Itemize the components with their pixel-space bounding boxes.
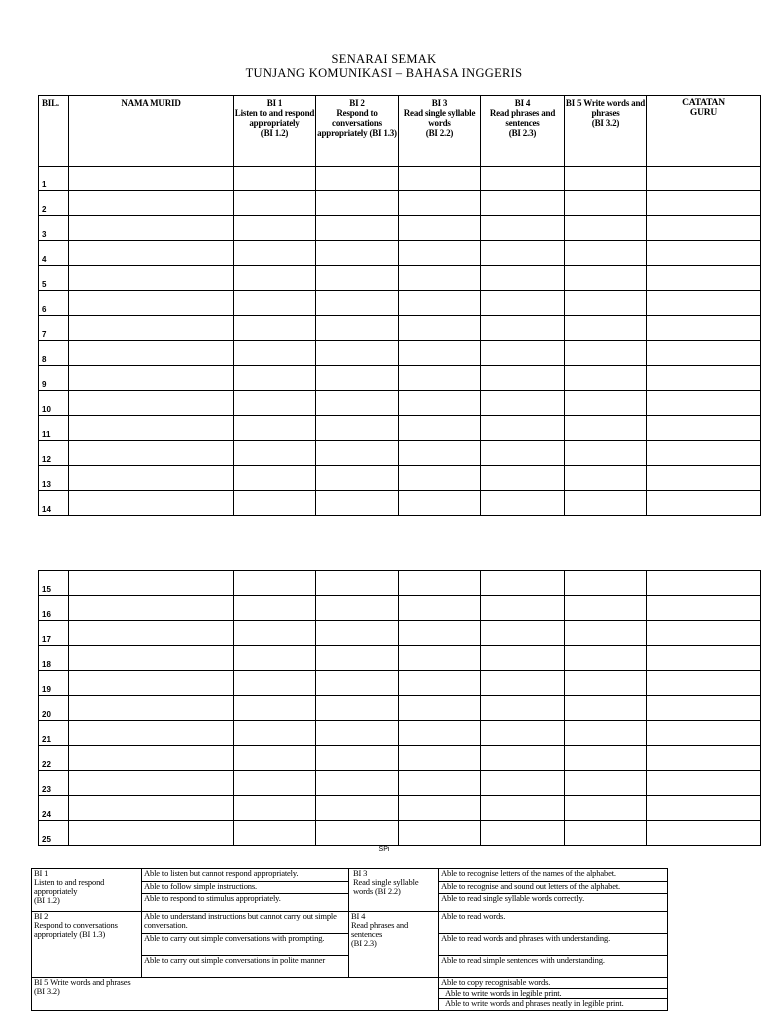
bi4-cell[interactable]	[481, 821, 565, 846]
catatan-cell[interactable]	[647, 646, 761, 671]
bi4-cell[interactable]	[481, 366, 565, 391]
table-row	[39, 391, 761, 416]
nama-cell[interactable]	[69, 191, 234, 216]
col-header-bi5: BI 5 Write words and phrases (BI 3.2)	[565, 96, 647, 167]
catatan-cell[interactable]	[647, 821, 761, 846]
bi1-cell[interactable]	[234, 596, 316, 621]
row-number: 9	[39, 366, 69, 391]
bi4-cell[interactable]	[481, 266, 565, 291]
bi3-cell[interactable]	[399, 696, 481, 721]
table-row	[39, 671, 761, 696]
bi4-cell[interactable]	[481, 341, 565, 366]
bi2-cell[interactable]	[316, 316, 399, 341]
bi2-cell[interactable]	[316, 721, 399, 746]
row-number: 21	[39, 721, 69, 746]
table-row	[39, 366, 761, 391]
catatan-cell[interactable]	[647, 366, 761, 391]
bi2-cell[interactable]	[316, 621, 399, 646]
catatan-cell[interactable]	[647, 746, 761, 771]
bi5-cell[interactable]	[565, 646, 647, 671]
row-number: 25	[39, 821, 69, 846]
bi3-cell[interactable]	[399, 167, 481, 191]
col-header-nama: NAMA MURID	[69, 96, 234, 167]
row-number: 1	[39, 167, 69, 191]
table-row	[39, 441, 761, 466]
nama-cell[interactable]	[69, 466, 234, 491]
bi4-cell[interactable]	[481, 571, 565, 596]
row-number: 18	[39, 646, 69, 671]
legend-bi5-level2: Able to write words in legible print.	[439, 989, 668, 999]
bi4-cell[interactable]	[481, 721, 565, 746]
table-row	[39, 646, 761, 671]
table-row	[39, 696, 761, 721]
bi2-cell[interactable]	[316, 466, 399, 491]
col-header-catatan: CATATAN GURU	[647, 96, 761, 167]
nama-cell[interactable]	[69, 416, 234, 441]
row-number: 24	[39, 796, 69, 821]
row-number: 11	[39, 416, 69, 441]
nama-cell[interactable]	[69, 571, 234, 596]
nama-cell[interactable]	[69, 291, 234, 316]
legend-bi3-level1: Able to recognise letters of the names of the alphabet.	[439, 869, 668, 882]
legend-bi2-title: BI 2 Respond to conversations appropriately (BI 1.3)	[32, 912, 142, 978]
catatan-cell[interactable]	[647, 241, 761, 266]
bi1-cell[interactable]	[234, 167, 316, 191]
bi3-cell[interactable]	[399, 646, 481, 671]
page-subtitle: TUNJANG KOMUNIKASI – BAHASA INGGERIS	[245, 66, 523, 80]
nama-cell[interactable]	[69, 266, 234, 291]
table-row	[39, 416, 761, 441]
bi3-cell[interactable]	[399, 441, 481, 466]
nama-cell[interactable]	[69, 167, 234, 191]
page-title: SENARAI SEMAK	[331, 52, 437, 66]
bi3-cell[interactable]	[399, 771, 481, 796]
nama-cell[interactable]	[69, 646, 234, 671]
nama-cell[interactable]	[69, 621, 234, 646]
legend-bi5-level1: Able to copy recognisable words.	[439, 978, 668, 989]
table-row	[39, 746, 761, 771]
nama-cell[interactable]	[69, 391, 234, 416]
col-header-bi3: BI 3 Read single syllable words (BI 2.2)	[399, 96, 481, 167]
legend-bi2-level2: Able to carry out simple conversations with prompting.	[142, 934, 349, 956]
bi3-cell[interactable]	[399, 596, 481, 621]
bi5-cell[interactable]	[565, 721, 647, 746]
bi1-cell[interactable]	[234, 341, 316, 366]
bi5-cell[interactable]	[565, 191, 647, 216]
row-number: 8	[39, 341, 69, 366]
bi5-cell[interactable]	[565, 621, 647, 646]
catatan-cell[interactable]	[647, 796, 761, 821]
row-number: 22	[39, 746, 69, 771]
legend-bi5-level3: Able to write words and phrases neatly in legible print.	[439, 999, 668, 1011]
bi4-cell[interactable]	[481, 216, 565, 241]
table-row	[39, 466, 761, 491]
bi1-cell[interactable]	[234, 621, 316, 646]
bi2-cell[interactable]	[316, 391, 399, 416]
nama-cell[interactable]	[69, 671, 234, 696]
bi1-cell[interactable]	[234, 571, 316, 596]
bi5-cell[interactable]	[565, 491, 647, 516]
bi1-cell[interactable]	[234, 391, 316, 416]
bi5-cell[interactable]	[565, 671, 647, 696]
legend-bi2-level3: Able to carry out simple conversations in polite manner	[142, 956, 349, 978]
row-number: 10	[39, 391, 69, 416]
bi5-cell[interactable]	[565, 416, 647, 441]
legend-bi5-title: BI 5 Write words and phrases (BI 3.2)	[32, 978, 439, 1011]
bi2-cell[interactable]	[316, 771, 399, 796]
legend-bi3-level2: Able to recognise and sound out letters of the alphabet.	[439, 882, 668, 894]
table-row	[39, 771, 761, 796]
bi4-cell[interactable]	[481, 441, 565, 466]
bi3-cell[interactable]	[399, 216, 481, 241]
bi4-cell[interactable]	[481, 191, 565, 216]
table-row	[39, 596, 761, 621]
bi3-cell[interactable]	[399, 191, 481, 216]
legend-bi2-level1: Able to understand instructions but cannot carry out simple conversation.	[142, 912, 349, 934]
catatan-cell[interactable]	[647, 291, 761, 316]
bi5-cell[interactable]	[565, 466, 647, 491]
catatan-cell[interactable]	[647, 167, 761, 191]
bi2-cell[interactable]	[316, 646, 399, 671]
table-row	[39, 621, 761, 646]
bi4-cell[interactable]	[481, 241, 565, 266]
bi2-cell[interactable]	[316, 571, 399, 596]
legend-bi1-level3: Able to respond to stimulus appropriately.	[142, 894, 349, 912]
bi2-cell[interactable]	[316, 167, 399, 191]
nama-cell[interactable]	[69, 366, 234, 391]
bi2-cell[interactable]	[316, 796, 399, 821]
bi4-cell[interactable]	[481, 316, 565, 341]
bi3-cell[interactable]	[399, 746, 481, 771]
row-number: 2	[39, 191, 69, 216]
bi3-cell[interactable]	[399, 366, 481, 391]
bi5-cell[interactable]	[565, 441, 647, 466]
row-number: 3	[39, 216, 69, 241]
row-number: 6	[39, 291, 69, 316]
nama-cell[interactable]	[69, 596, 234, 621]
bi5-cell[interactable]	[565, 821, 647, 846]
catatan-cell[interactable]	[647, 621, 761, 646]
bi1-cell[interactable]	[234, 416, 316, 441]
col-header-bi4: BI 4 Read phrases and sentences (BI 2.3)	[481, 96, 565, 167]
bi4-cell[interactable]	[481, 671, 565, 696]
nama-cell[interactable]	[69, 771, 234, 796]
table-row	[39, 216, 761, 241]
bi2-cell[interactable]	[316, 366, 399, 391]
bi4-cell[interactable]	[481, 391, 565, 416]
bi1-cell[interactable]	[234, 266, 316, 291]
catatan-cell[interactable]	[647, 721, 761, 746]
catatan-cell[interactable]	[647, 216, 761, 241]
checklist-table-part2	[38, 570, 761, 846]
bi5-cell[interactable]	[565, 366, 647, 391]
catatan-cell[interactable]	[647, 416, 761, 441]
bi5-cell[interactable]	[565, 167, 647, 191]
catatan-cell[interactable]	[647, 391, 761, 416]
bi3-cell[interactable]	[399, 491, 481, 516]
row-number: 20	[39, 696, 69, 721]
catatan-cell[interactable]	[647, 491, 761, 516]
bi2-cell[interactable]	[316, 491, 399, 516]
nama-cell[interactable]	[69, 491, 234, 516]
bi1-cell[interactable]	[234, 466, 316, 491]
catatan-cell[interactable]	[647, 671, 761, 696]
bi3-cell[interactable]	[399, 241, 481, 266]
bi5-cell[interactable]	[565, 341, 647, 366]
bi1-cell[interactable]	[234, 241, 316, 266]
bi2-cell[interactable]	[316, 216, 399, 241]
bi3-cell[interactable]	[399, 416, 481, 441]
bi3-cell[interactable]	[399, 341, 481, 366]
bi2-cell[interactable]	[316, 341, 399, 366]
bi3-cell[interactable]	[399, 391, 481, 416]
bi2-cell[interactable]	[316, 671, 399, 696]
table-row	[39, 821, 761, 846]
catatan-cell[interactable]	[647, 571, 761, 596]
row-number: 16	[39, 596, 69, 621]
bi1-cell[interactable]	[234, 441, 316, 466]
col-header-bil: BIL.	[39, 96, 69, 167]
bi5-cell[interactable]	[565, 571, 647, 596]
bi2-cell[interactable]	[316, 441, 399, 466]
legend-bi4-title: BI 4 Read phrases and sentences (BI 2.3)	[349, 912, 439, 978]
bi4-cell[interactable]	[481, 466, 565, 491]
legend-table	[31, 868, 668, 1011]
bi4-cell[interactable]	[481, 491, 565, 516]
col-header-bi1: BI 1 Listen to and respond appropriately (BI 1.2)	[234, 96, 316, 167]
nama-cell[interactable]	[69, 341, 234, 366]
catatan-cell[interactable]	[647, 316, 761, 341]
bi4-cell[interactable]	[481, 696, 565, 721]
nama-cell[interactable]	[69, 746, 234, 771]
col-header-bi2: BI 2 Respond to conversations appropriately (BI 1.3)	[316, 96, 399, 167]
bi1-cell[interactable]	[234, 291, 316, 316]
nama-cell[interactable]	[69, 241, 234, 266]
bi4-cell[interactable]	[481, 746, 565, 771]
catatan-cell[interactable]	[647, 596, 761, 621]
bi5-cell[interactable]	[565, 291, 647, 316]
bi1-cell[interactable]	[234, 216, 316, 241]
table-row	[39, 167, 761, 191]
bi3-cell[interactable]	[399, 571, 481, 596]
bi4-cell[interactable]	[481, 796, 565, 821]
table-row	[39, 341, 761, 366]
catatan-cell[interactable]	[647, 466, 761, 491]
bi1-cell[interactable]	[234, 796, 316, 821]
bi2-cell[interactable]	[316, 696, 399, 721]
row-number: 19	[39, 671, 69, 696]
nama-cell[interactable]	[69, 216, 234, 241]
row-number: 17	[39, 621, 69, 646]
nama-cell[interactable]	[69, 721, 234, 746]
bi2-cell[interactable]	[316, 266, 399, 291]
row-number: 14	[39, 491, 69, 516]
nama-cell[interactable]	[69, 796, 234, 821]
row-number: 12	[39, 441, 69, 466]
bi2-cell[interactable]	[316, 191, 399, 216]
legend-bi4-level1: Able to read words.	[439, 912, 668, 934]
table-row	[39, 241, 761, 266]
row-number: 15	[39, 571, 69, 596]
bi4-cell[interactable]	[481, 771, 565, 796]
legend-bi4-level2: Able to read words and phrases with understanding.	[439, 934, 668, 956]
bi2-cell[interactable]	[316, 746, 399, 771]
bi2-cell[interactable]	[316, 821, 399, 846]
bi1-cell[interactable]	[234, 721, 316, 746]
bi1-cell[interactable]	[234, 491, 316, 516]
row-number: 23	[39, 771, 69, 796]
bi5-cell[interactable]	[565, 771, 647, 796]
bi1-cell[interactable]	[234, 316, 316, 341]
catatan-cell[interactable]	[647, 341, 761, 366]
bi5-cell[interactable]	[565, 696, 647, 721]
nama-cell[interactable]	[69, 696, 234, 721]
bi2-cell[interactable]	[316, 291, 399, 316]
bi1-cell[interactable]	[234, 646, 316, 671]
catatan-cell[interactable]	[647, 441, 761, 466]
bi3-cell[interactable]	[399, 266, 481, 291]
checklist-table-part1	[38, 95, 761, 516]
legend-bi3-level3: Able to read single syllable words correctly.	[439, 894, 668, 912]
catatan-cell[interactable]	[647, 696, 761, 721]
bi1-cell[interactable]	[234, 696, 316, 721]
legend-bi1-level2: Able to follow simple instructions.	[142, 882, 349, 894]
table-row	[39, 316, 761, 341]
legend-bi3-title: BI 3 Read single syllable words (BI 2.2)	[349, 869, 439, 912]
bi4-cell[interactable]	[481, 167, 565, 191]
bi1-cell[interactable]	[234, 671, 316, 696]
bi5-cell[interactable]	[565, 316, 647, 341]
bi5-cell[interactable]	[565, 796, 647, 821]
bi4-cell[interactable]	[481, 621, 565, 646]
bi1-cell[interactable]	[234, 191, 316, 216]
footer-mark: SPi	[378, 846, 390, 853]
bi1-cell[interactable]	[234, 771, 316, 796]
bi3-cell[interactable]	[399, 721, 481, 746]
table-row	[39, 571, 761, 596]
row-number: 4	[39, 241, 69, 266]
bi2-cell[interactable]	[316, 596, 399, 621]
header-row	[39, 96, 761, 167]
bi5-cell[interactable]	[565, 266, 647, 291]
bi4-cell[interactable]	[481, 646, 565, 671]
bi4-cell[interactable]	[481, 596, 565, 621]
bi3-cell[interactable]	[399, 796, 481, 821]
bi5-cell[interactable]	[565, 216, 647, 241]
catatan-cell[interactable]	[647, 266, 761, 291]
bi2-cell[interactable]	[316, 241, 399, 266]
row-number: 13	[39, 466, 69, 491]
bi4-cell[interactable]	[481, 416, 565, 441]
bi3-cell[interactable]	[399, 316, 481, 341]
legend-bi4-level3: Able to read simple sentences with understanding.	[439, 956, 668, 978]
bi1-cell[interactable]	[234, 366, 316, 391]
bi5-cell[interactable]	[565, 241, 647, 266]
bi3-cell[interactable]	[399, 821, 481, 846]
bi2-cell[interactable]	[316, 416, 399, 441]
nama-cell[interactable]	[69, 441, 234, 466]
bi3-cell[interactable]	[399, 671, 481, 696]
table-row	[39, 291, 761, 316]
bi4-cell[interactable]	[481, 291, 565, 316]
bi5-cell[interactable]	[565, 391, 647, 416]
bi5-cell[interactable]	[565, 746, 647, 771]
bi3-cell[interactable]	[399, 466, 481, 491]
catatan-cell[interactable]	[647, 191, 761, 216]
table-row	[39, 191, 761, 216]
bi1-cell[interactable]	[234, 821, 316, 846]
bi3-cell[interactable]	[399, 291, 481, 316]
nama-cell[interactable]	[69, 316, 234, 341]
legend-bi1-level1: Able to listen but cannot respond appropriately.	[142, 869, 349, 882]
table-row	[39, 266, 761, 291]
catatan-cell[interactable]	[647, 771, 761, 796]
table-row	[39, 721, 761, 746]
table-row	[39, 491, 761, 516]
nama-cell[interactable]	[69, 821, 234, 846]
row-number: 7	[39, 316, 69, 341]
bi3-cell[interactable]	[399, 621, 481, 646]
bi5-cell[interactable]	[565, 596, 647, 621]
bi1-cell[interactable]	[234, 746, 316, 771]
row-number: 5	[39, 266, 69, 291]
legend-bi1-title: BI 1 Listen to and respond appropriately (BI 1.2)	[32, 869, 142, 912]
table-row	[39, 796, 761, 821]
